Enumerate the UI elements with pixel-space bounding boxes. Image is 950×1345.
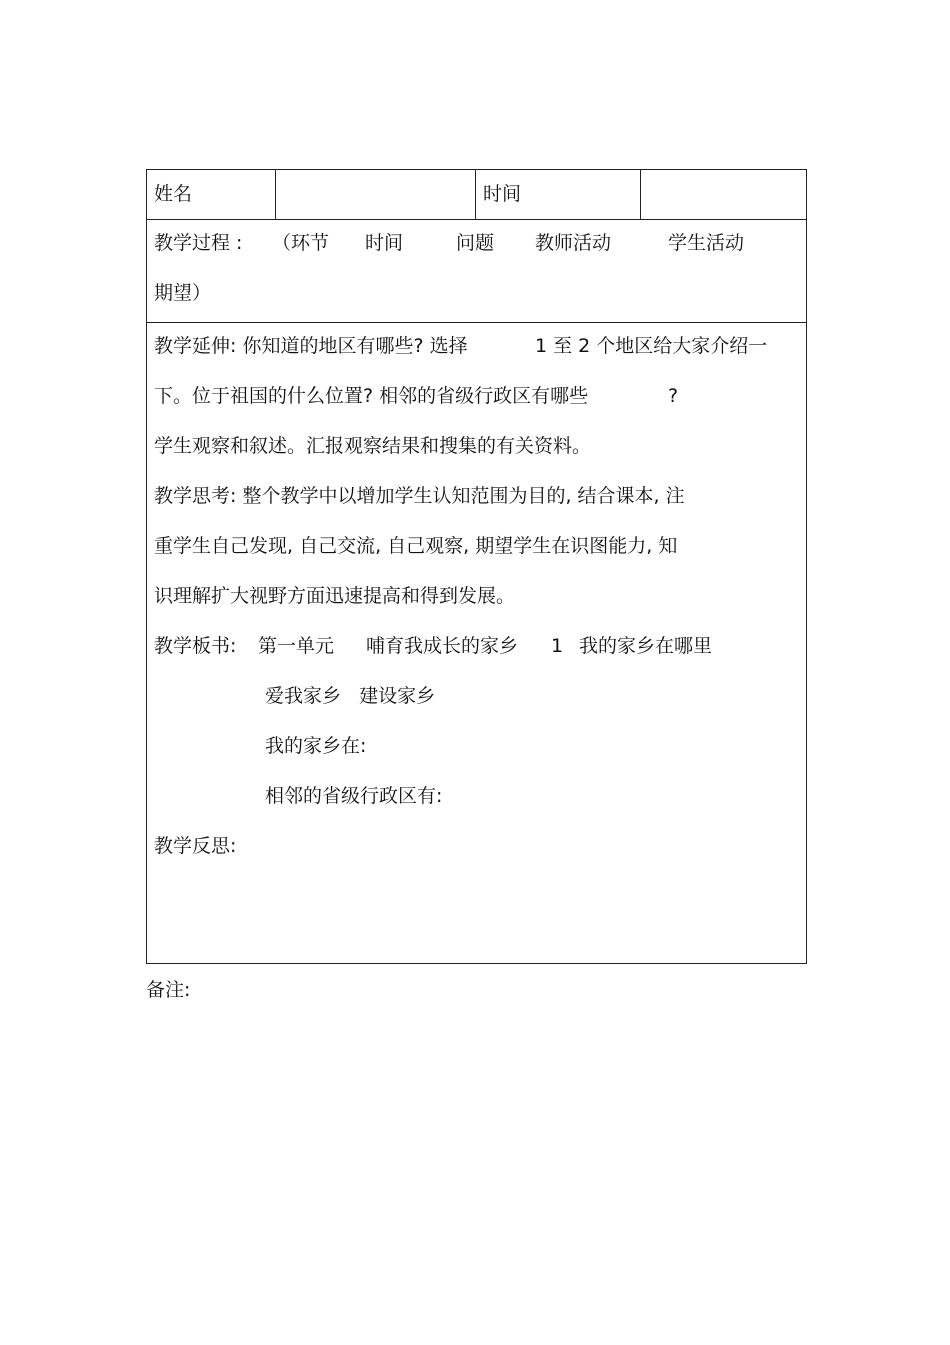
thinking-line-2: 重学生自己发现, 自己交流, 自己观察, 期望学生在识图能力, 知 <box>154 535 678 557</box>
name-label: 姓名 <box>154 183 193 205</box>
main-content-cell <box>147 323 807 964</box>
board-unit: 第一单元 <box>258 635 335 657</box>
extension-text-2a: 下。位于祖国的什么位置? 相邻的省级行政区有哪些 <box>154 385 589 407</box>
time-label-cell <box>476 170 641 220</box>
name-label-cell <box>147 170 276 220</box>
note-label: 备注: <box>146 979 191 1001</box>
board-line-1 <box>154 630 806 680</box>
board-sub-2: 我的家乡在: <box>265 735 367 757</box>
extension-text-1b: 1 至 2 个地区给大家介绍一 <box>535 335 768 357</box>
reflection-label: 教学反思: <box>154 835 237 857</box>
board-sub-3: 相邻的省级行政区有: <box>265 785 443 807</box>
time-value <box>641 170 806 181</box>
board-lesson-title: 我的家乡在哪里 <box>579 635 713 657</box>
thinking-line-3: 识理解扩大视野方面迅速提高和得到发展。 <box>154 585 516 607</box>
name-value-cell[interactable] <box>276 170 476 220</box>
process-col-teacher: 教师活动 <box>535 232 612 254</box>
main-row <box>147 323 807 964</box>
process-col-question: 问题 <box>456 232 495 254</box>
process-row <box>147 220 807 323</box>
name-value <box>276 170 475 181</box>
thinking-line-1: 教学思考: 整个教学中以增加学生认知范围为目的, 结合课本, 注 <box>154 485 685 507</box>
board-lesson-no: 1 <box>551 635 564 657</box>
process-col-student: 学生活动 <box>668 232 745 254</box>
process-label: 教学过程 : <box>154 232 243 254</box>
board-label: 教学板书: <box>154 635 237 657</box>
extension-text-1a: 教学延伸: 你知道的地区有哪些? 选择 <box>154 335 468 357</box>
process-continuation: 期望） <box>154 282 212 304</box>
extension-line-2 <box>154 380 806 430</box>
time-value-cell[interactable] <box>641 170 807 220</box>
lesson-plan-table <box>146 169 807 964</box>
extension-text-2b: ? <box>668 385 679 407</box>
extension-line-3: 学生观察和叙述。汇报观察结果和搜集的有关资料。 <box>154 435 592 457</box>
board-sub-1: 爱我家乡 建设家乡 <box>265 685 436 707</box>
board-unit-title: 哺育我成长的家乡 <box>366 635 519 657</box>
process-cell <box>147 220 807 323</box>
process-col-stage: （环节 <box>272 232 330 254</box>
process-line <box>154 227 806 277</box>
extension-line-1 <box>154 330 806 380</box>
time-label: 时间 <box>483 183 522 205</box>
header-row <box>147 170 807 220</box>
process-col-time: 时间 <box>365 232 404 254</box>
